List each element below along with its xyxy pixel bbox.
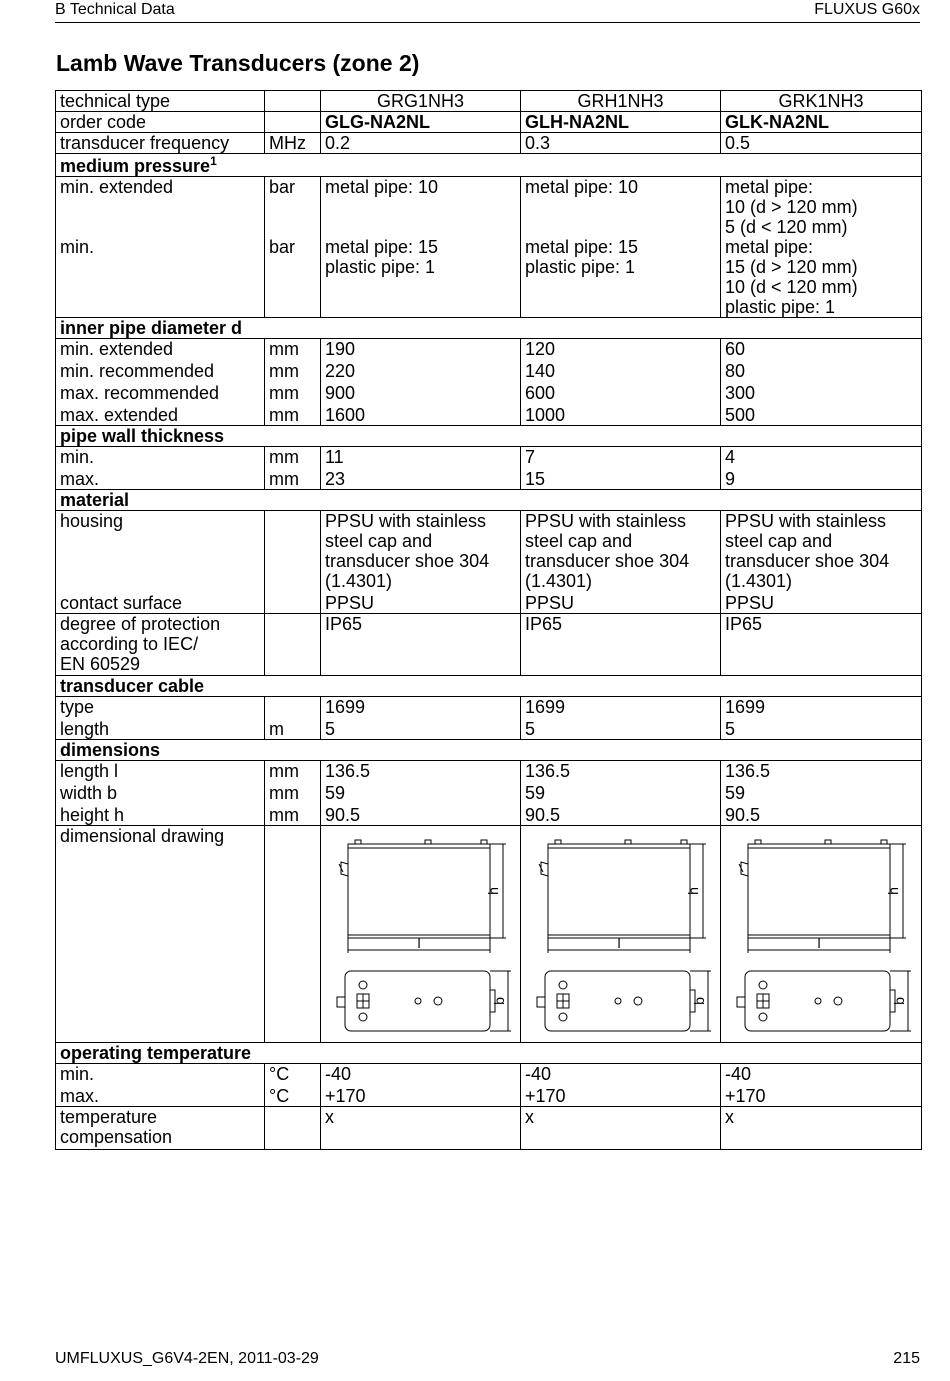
label-order-code: order code [56,112,265,133]
row-wall-max: max. mm 23 15 9 [56,467,922,490]
row-dim-height: height h mm 90.5 90.5 90.5 [56,803,922,826]
side-view-body [548,844,690,938]
section-wall-thickness: pipe wall thickness [56,426,922,447]
row-diam-2: min. recommended mm 220 140 80 [56,359,922,381]
dimensional-drawing-2 [521,826,721,1042]
side-view-body [748,844,890,938]
screw-hole [359,1013,367,1021]
row-order-code [56,112,922,133]
label-frequency: transducer frequency [56,133,265,154]
side-view-lug [555,840,561,844]
row-frequency [56,133,922,154]
row-diam-4: max. extended mm 1600 1000 500 [56,403,922,426]
dimensional-drawing-3 [721,826,921,1042]
screw-hole [834,997,842,1005]
type-col-1: GRG1NH3 [321,91,521,112]
section-cable: transducer cable [56,676,922,697]
side-view-body [348,844,490,938]
row-temp-compensation: temperature compensation x x x [56,1107,922,1150]
width-letter: b [891,997,907,1005]
section-material: material [56,490,922,511]
screw-hole [815,998,821,1004]
row-dim-width: width b mm 59 59 59 [56,781,922,803]
height-letter: h [885,887,901,895]
side-view-lug [481,840,487,844]
row-drawing [56,826,922,1043]
row-diam-1: min. extended mm 190 120 60 [56,339,922,360]
type-col-2: GRH1NH3 [521,91,721,112]
unit-frequency: MHz [265,133,321,154]
row-contact: contact surface PPSU PPSU PPSU [56,591,922,614]
top-view-gland [537,997,545,1007]
side-view-lug [681,840,687,844]
row-pressure-min: min. bar metal pipe: 15 plastic pipe: 1 metal pipe: 15 plastic pipe: 1 metal pipe: 15 (d > 120 mm) 10 (d < 120 mm) plastic pipe: 1 [56,237,922,318]
row-dim-length: length l mm 136.5 136.5 136.5 [56,761,922,782]
screw-hole [359,981,367,989]
length-letter: l [617,935,621,951]
side-view-lug [881,840,887,844]
drawing-lines [537,840,711,1031]
row-technical-type [56,91,922,112]
width-letter: b [691,997,707,1005]
drawing-lines [337,840,511,1031]
screw-hole [434,997,442,1005]
label-drawing: dimensional drawing [56,826,265,1043]
drawing-cell-2 [521,826,721,1043]
drawing-lines [737,840,911,1031]
freq-2: 0.3 [521,133,721,154]
length-letter: l [417,935,421,951]
page-header [55,0,920,23]
order-code-2: GLH-NA2NL [521,112,721,133]
screw-hole [759,981,767,989]
page-number: 215 [893,1350,920,1367]
top-view-gland [737,997,745,1007]
label-technical-type: technical type [56,91,265,112]
page-title: Lamb Wave Transducers (zone 2) [56,50,420,76]
footnote-marker: 1 [210,154,217,168]
row-pressure-min-extended: min. extended bar metal pipe: 10 metal pipe: 10 metal pipe: 10 (d > 120 mm) 5 (d < 120 mm) [56,177,922,238]
section-temperature: operating temperature [56,1043,922,1064]
screw-hole [759,1013,767,1021]
width-letter: b [491,997,507,1005]
row-temp-max: max. °C +170 +170 +170 [56,1084,922,1107]
side-view-lug [355,840,361,844]
dimensional-drawing-1 [321,826,521,1042]
header-section: B Technical Data [55,1,175,18]
side-view-lug [825,840,831,844]
top-view-gland [337,997,345,1007]
row-wall-min: min. mm 11 7 4 [56,447,922,468]
side-view-lug [425,840,431,844]
section-medium-pressure [56,154,922,177]
height-letter: h [485,887,501,895]
section-dimensions: dimensions [56,740,922,761]
freq-1: 0.2 [321,133,521,154]
side-view-lug [755,840,761,844]
row-protection: degree of protection according to IEC/ EN 60529 IP65 IP65 IP65 [56,614,922,676]
screw-hole [415,998,421,1004]
order-code-3: GLK-NA2NL [721,112,922,133]
screw-hole [615,998,621,1004]
section-inner-diameter: inner pipe diameter d [56,318,922,339]
freq-3: 0.5 [721,133,922,154]
screw-hole [559,1013,567,1021]
drawing-cell-1 [321,826,521,1043]
spec-table [55,90,922,1150]
length-letter: l [817,935,821,951]
order-code-1: GLG-NA2NL [321,112,521,133]
screw-hole [634,997,642,1005]
type-col-3: GRK1NH3 [721,91,922,112]
screw-hole [559,981,567,989]
row-cable-type: type 1699 1699 1699 [56,697,922,718]
row-cable-length: length m 5 5 5 [56,717,922,740]
footer-doc-id: UMFLUXUS_G6V4-2EN, 2011-03-29 [55,1350,319,1367]
row-temp-min: min. °C -40 -40 -40 [56,1064,922,1085]
section-title-pressure: medium pressure [60,156,211,176]
side-view-lug [625,840,631,844]
row-housing: housing PPSU with stainless steel cap and transducer shoe 304 (1.4301) PPSU with stainless steel cap and transducer shoe 304 (1.4301) PPSU with stainless steel cap and transducer shoe 304 (1.4301) [56,511,922,592]
drawing-cell-3 [721,826,922,1043]
height-letter: h [685,887,701,895]
row-diam-3: max. recommended mm 900 600 300 [56,381,922,403]
header-product: FLUXUS G60x [814,1,920,18]
